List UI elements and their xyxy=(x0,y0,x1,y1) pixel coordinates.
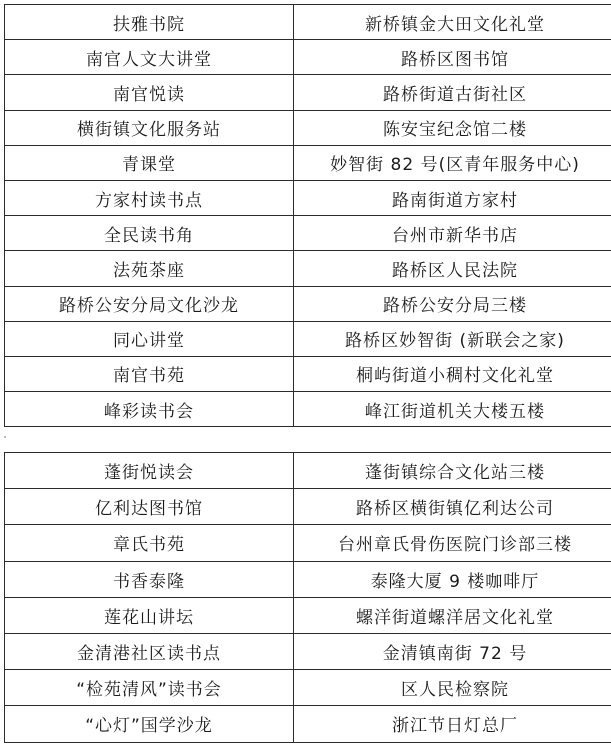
table-row xyxy=(5,251,611,286)
table-row xyxy=(5,180,611,215)
table-row xyxy=(5,40,611,75)
venue-address-cell: 路南街道方家村 xyxy=(294,180,611,215)
venue-name-cell: 峰彩读书会 xyxy=(5,392,294,427)
venue-address-cell: 蓬街镇综合文化站三楼 xyxy=(294,453,611,489)
venue-name-cell: 亿利达图书馆 xyxy=(5,489,294,525)
venue-name-cell: 横街镇文化服务站 xyxy=(5,110,294,145)
venue-address-cell: 新桥镇金大田文化礼堂 xyxy=(294,5,611,40)
venue-name-cell: 金清港社区读书点 xyxy=(5,633,294,669)
venue-table-1-body xyxy=(5,5,611,427)
table-row xyxy=(5,5,611,40)
table-row xyxy=(5,453,611,489)
venue-address-cell: 台州市新华书店 xyxy=(294,216,611,251)
table-row xyxy=(5,145,611,180)
table-row xyxy=(5,633,611,669)
venue-address-cell: 路桥区横街镇亿利达公司 xyxy=(294,489,611,525)
venue-name-cell: 路桥公安分局文化沙龙 xyxy=(5,286,294,321)
venue-address-cell: 金清镇南街 72 号 xyxy=(294,633,611,669)
venue-name-cell: 同心讲堂 xyxy=(5,321,294,356)
venue-address-cell: 台州章氏骨伤医院门诊部三楼 xyxy=(294,525,611,561)
venue-address-cell: 螺洋街道螺洋居文化礼堂 xyxy=(294,597,611,633)
venue-address-cell: 桐屿街道小稠村文化礼堂 xyxy=(294,356,611,391)
venue-name-cell: 蓬街悦读会 xyxy=(5,453,294,489)
venue-address-cell: 妙智街 82 号(区青年服务中心) xyxy=(294,145,611,180)
venue-address-cell: 陈安宝纪念馆二楼 xyxy=(294,110,611,145)
venue-address-cell: 路桥公安分局三楼 xyxy=(294,286,611,321)
venue-address-cell: 路桥街道古街社区 xyxy=(294,75,611,110)
table-row xyxy=(5,597,611,633)
venue-name-cell: 方家村读书点 xyxy=(5,180,294,215)
venue-address-cell: 路桥区人民法院 xyxy=(294,251,611,286)
scan-dot xyxy=(4,436,6,438)
venue-name-cell: 章氏书苑 xyxy=(5,525,294,561)
venue-address-cell: 区人民检察院 xyxy=(294,670,611,706)
table-row xyxy=(5,216,611,251)
table-row xyxy=(5,561,611,597)
venue-address-cell: 路桥区图书馆 xyxy=(294,40,611,75)
venue-name-cell: 莲花山讲坛 xyxy=(5,597,294,633)
table-row xyxy=(5,75,611,110)
venue-address-cell: 泰隆大厦 9 楼咖啡厅 xyxy=(294,561,611,597)
table-row xyxy=(5,489,611,525)
venue-name-cell: 南官悦读 xyxy=(5,75,294,110)
venue-address-cell: 峰江街道机关大楼五楼 xyxy=(294,392,611,427)
venue-name-cell: 法苑茶座 xyxy=(5,251,294,286)
table-row xyxy=(5,525,611,561)
venue-name-cell: 全民读书角 xyxy=(5,216,294,251)
venue-name-cell: 南官人文大讲堂 xyxy=(5,40,294,75)
table-row xyxy=(5,706,611,742)
table-row xyxy=(5,286,611,321)
venue-address-cell: 浙江节日灯总厂 xyxy=(294,706,611,742)
table-row xyxy=(5,110,611,145)
venue-address-cell: 路桥区妙智街 (新联会之家) xyxy=(294,321,611,356)
venue-name-cell: “心灯”国学沙龙 xyxy=(5,706,294,742)
venue-name-cell: 书香泰隆 xyxy=(5,561,294,597)
venue-table-2-body xyxy=(5,453,611,743)
table-row xyxy=(5,356,611,391)
table-row xyxy=(5,670,611,706)
venue-name-cell: “检苑清风”读书会 xyxy=(5,670,294,706)
table-row xyxy=(5,392,611,427)
venue-name-cell: 扶雅书院 xyxy=(5,5,294,40)
venue-name-cell: 南官书苑 xyxy=(5,356,294,391)
venue-table-2 xyxy=(4,452,611,743)
venue-table-1 xyxy=(4,4,611,427)
venue-name-cell: 青课堂 xyxy=(5,145,294,180)
table-row xyxy=(5,321,611,356)
